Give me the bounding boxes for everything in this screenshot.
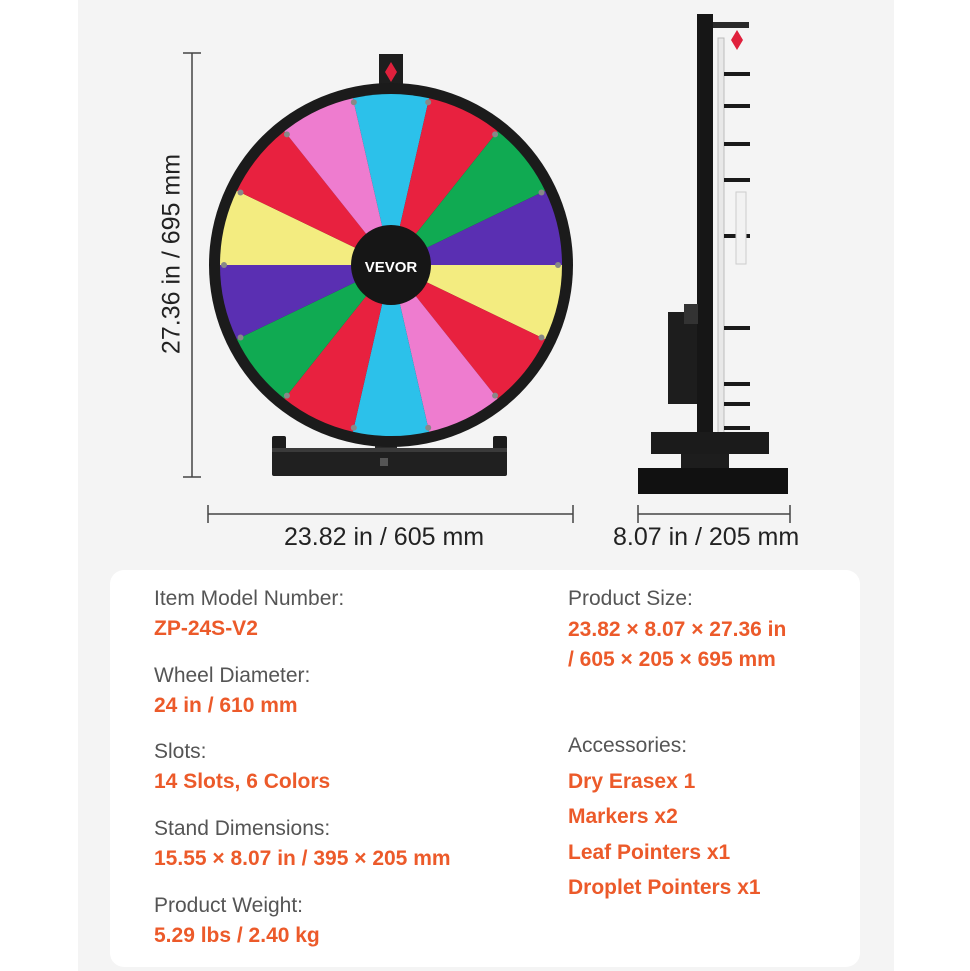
accessory-item: Leaf Pointers x1 — [568, 841, 731, 864]
side-peg — [724, 326, 750, 330]
product-weight-label: Product Weight: — [154, 894, 304, 917]
wheel-peg — [351, 99, 357, 105]
stand-dimensions-label: Stand Dimensions: — [154, 817, 331, 840]
side-peg — [724, 426, 750, 430]
accessories-label: Accessories: — [568, 734, 688, 757]
wheel-peg — [492, 131, 498, 137]
depth-dimension-label: 8.07 in / 205 mm — [613, 523, 800, 551]
product-size-value-line1: 23.82 × 8.07 × 27.36 in — [568, 618, 787, 641]
depth-dimension-line — [638, 505, 790, 523]
slots-value: 14 Slots, 6 Colors — [154, 770, 331, 793]
side-peg — [724, 382, 750, 386]
accessory-item: Dry Erasex 1 — [568, 770, 696, 793]
wheel-diameter-value: 24 in / 610 mm — [154, 694, 298, 717]
accessory-item: Markers x2 — [568, 805, 678, 828]
accessory-item: Droplet Pointers x1 — [568, 876, 761, 899]
wheel-peg — [555, 262, 561, 268]
model-number-label: Item Model Number: — [154, 587, 345, 610]
specifications-card — [110, 570, 860, 967]
wheel-peg — [284, 393, 290, 399]
side-peg — [724, 104, 750, 108]
wheel-peg — [539, 190, 545, 196]
brand-logo: VEVOR — [364, 259, 418, 276]
wheel-diameter-label: Wheel Diameter: — [154, 664, 311, 687]
wheel-peg — [238, 335, 244, 341]
height-dimension-label: 27.36 in / 695 mm — [157, 153, 186, 355]
model-number-value: ZP-24S-V2 — [154, 617, 258, 640]
product-weight-value: 5.29 lbs / 2.40 kg — [154, 924, 320, 947]
width-dimension-label: 23.82 in / 605 mm — [284, 523, 485, 551]
side-peg — [724, 178, 750, 182]
wheel-peg — [238, 190, 244, 196]
wheel-peg — [492, 393, 498, 399]
width-dimension-line — [208, 505, 573, 523]
slots-label: Slots: — [154, 740, 207, 763]
wheel-peg — [351, 425, 357, 431]
side-view — [638, 14, 788, 494]
prize-wheel — [209, 83, 573, 447]
side-peg — [724, 402, 750, 406]
wheel-peg — [221, 262, 227, 268]
product-size-value-line2: / 605 × 205 × 695 mm — [568, 648, 776, 671]
wheel-peg — [425, 99, 431, 105]
product-size-label: Product Size: — [568, 587, 693, 610]
pointer-mount — [379, 54, 403, 88]
stand-dimensions-value: 15.55 × 8.07 in / 395 × 205 mm — [154, 847, 451, 870]
wheel-peg — [284, 131, 290, 137]
wheel-peg — [425, 425, 431, 431]
side-peg — [724, 72, 750, 76]
side-peg — [724, 142, 750, 146]
wheel-peg — [539, 335, 545, 341]
